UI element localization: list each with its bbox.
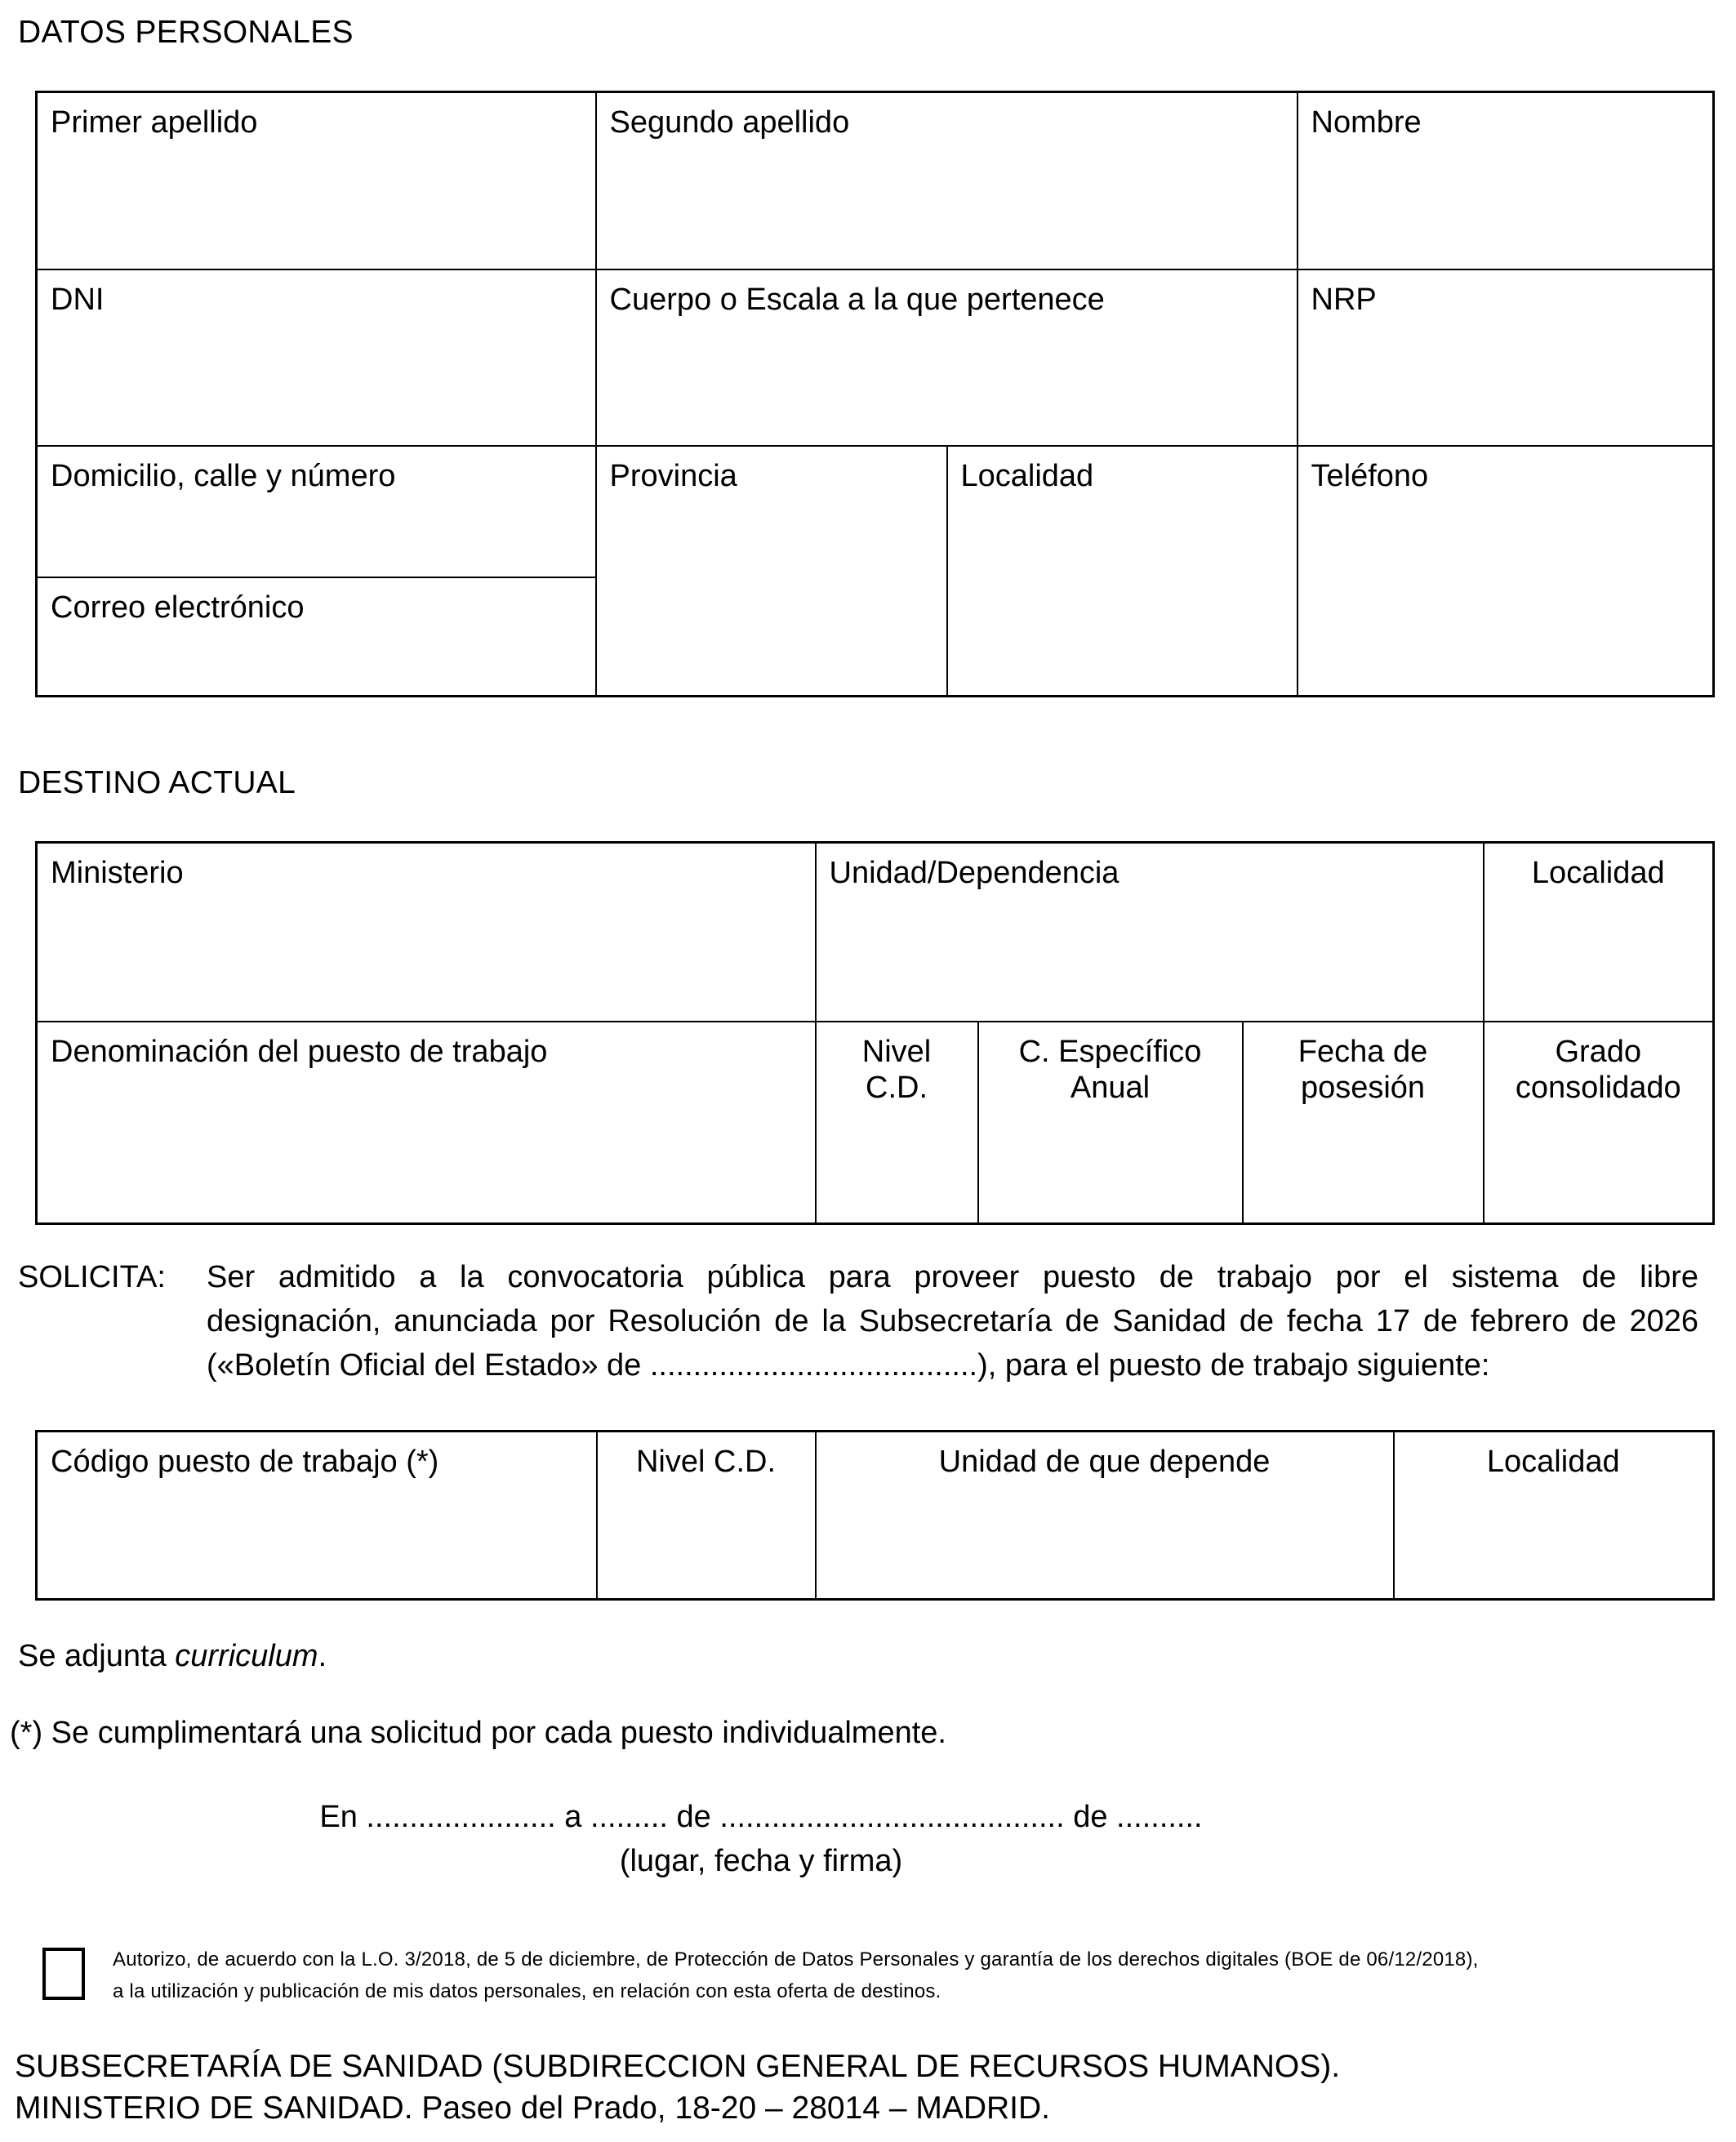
signature-place-date-line[interactable]: En ...................... a ......... de ........................................ de .......... — [319, 1800, 1203, 1834]
fecha-line1: Fecha de — [1298, 1034, 1428, 1069]
field-provincia[interactable]: Provincia — [596, 446, 947, 697]
curriculum-note-suffix: . — [318, 1639, 327, 1673]
field-codigo-puesto[interactable]: Código puesto de trabajo (*) — [37, 1432, 597, 1600]
table-row — [37, 1432, 1714, 1600]
field-domicilio[interactable]: Domicilio, calle y número — [37, 446, 596, 577]
solicita-line-1: Ser admitido a la convocatoria pública para proveer puesto de trabajo por el sistema de libre — [207, 1260, 1698, 1294]
grado-line2: consolidado — [1515, 1071, 1681, 1106]
solicita-text — [207, 1256, 1698, 1388]
table-row — [37, 843, 1714, 1022]
field-segundo-apellido[interactable]: Segundo apellido — [596, 92, 1298, 269]
field-unidad-depende[interactable]: Unidad de que depende — [816, 1432, 1394, 1600]
solicita-line-2: designación, anunciada por Resolución de la Subsecretaría de Sanidad de fecha 17 de febrero de 2026 — [207, 1303, 1698, 1338]
field-complemento-especifico[interactable] — [978, 1022, 1243, 1224]
datos-personales-table — [35, 91, 1715, 697]
table-row — [37, 1022, 1714, 1224]
solicita-block — [18, 1256, 1698, 1388]
especifico-line1: C. Específico — [1018, 1034, 1202, 1069]
authorization-text — [113, 1944, 1479, 2008]
field-nivel-cd[interactable] — [816, 1022, 978, 1224]
nivel-cd-line1: Nivel — [861, 1034, 932, 1069]
footer-line-2: MINISTERIO DE SANIDAD. Paseo del Prado, 18-20 – 28014 – MADRID. — [15, 2090, 1051, 2126]
nivel-cd-line2: C.D. — [866, 1071, 928, 1106]
field-puesto-nivel-cd[interactable]: Nivel C.D. — [597, 1432, 816, 1600]
footer-address-block — [15, 2046, 1340, 2129]
fecha-line2: posesión — [1300, 1071, 1426, 1106]
authorization-checkbox[interactable] — [42, 1948, 85, 2000]
field-destino-localidad[interactable]: Localidad — [1484, 843, 1714, 1022]
table-row — [37, 446, 1714, 577]
puesto-solicitado-table — [35, 1430, 1715, 1601]
asterisk-note: (*) Se cumplimentará una solicitud por cada puesto individualmente. — [10, 1716, 946, 1750]
grado-line1: Grado — [1555, 1034, 1642, 1069]
curriculum-note-italic: curriculum — [175, 1639, 318, 1673]
field-unidad-dependencia[interactable]: Unidad/Dependencia — [816, 843, 1484, 1022]
field-denominacion-puesto[interactable]: Denominación del puesto de trabajo — [37, 1022, 816, 1224]
field-ministerio[interactable]: Ministerio — [37, 843, 816, 1022]
especifico-line2: Anual — [1070, 1071, 1151, 1106]
destino-actual-table — [35, 841, 1715, 1225]
destino-actual-heading: DESTINO ACTUAL — [18, 765, 296, 800]
field-localidad[interactable]: Localidad — [947, 446, 1298, 697]
table-row — [37, 269, 1714, 446]
solicita-line-3: («Boletín Oficial del Estado» de ......................................), para el puesto de trabajo siguiente: — [207, 1347, 1490, 1383]
field-nrp[interactable]: NRP — [1298, 269, 1714, 446]
footer-line-1: SUBSECRETARÍA DE SANIDAD (SUBDIRECCION GENERAL DE RECURSOS HUMANOS). — [15, 2049, 1341, 2084]
datos-personales-heading: DATOS PERSONALES — [18, 15, 354, 50]
field-nombre[interactable]: Nombre — [1298, 92, 1714, 269]
authorization-line-2: a la utilización y publicación de mis datos personales, en relación con esta oferta de destinos. — [113, 1979, 941, 2002]
field-cuerpo-escala[interactable]: Cuerpo o Escala a la que pertenece — [596, 269, 1298, 446]
field-puesto-localidad[interactable]: Localidad — [1394, 1432, 1714, 1600]
field-dni[interactable]: DNI — [37, 269, 596, 446]
curriculum-note — [18, 1635, 327, 1679]
signature-caption: (lugar, fecha y firma) — [619, 1843, 903, 1878]
table-row — [37, 92, 1714, 269]
field-grado-consolidado[interactable] — [1484, 1022, 1714, 1224]
curriculum-note-prefix: Se adjunta — [18, 1639, 176, 1673]
field-correo-electronico[interactable]: Correo electrónico — [37, 577, 596, 697]
authorization-line-1: Autorizo, de acuerdo con la L.O. 3/2018, de 5 de diciembre, de Protección de Datos Personales y garantía de los derechos digitales (BOE de 06/12/2018), — [113, 1948, 1479, 1971]
field-primer-apellido[interactable]: Primer apellido — [37, 92, 596, 269]
field-telefono[interactable]: Teléfono — [1298, 446, 1714, 697]
signature-block — [18, 1796, 1504, 1884]
authorization-block — [42, 1944, 1684, 2008]
solicita-label: SOLICITA: — [18, 1260, 166, 1294]
field-fecha-posesion[interactable] — [1243, 1022, 1484, 1224]
